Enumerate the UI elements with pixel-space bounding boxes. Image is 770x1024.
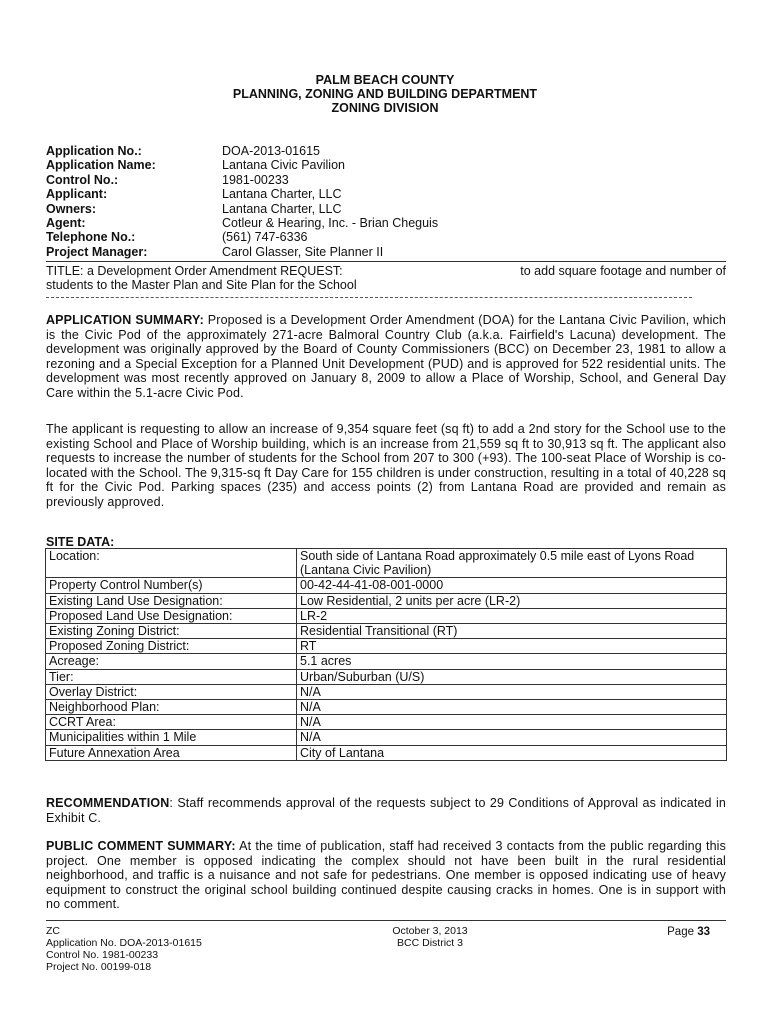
header-county: PALM BEACH COUNTY xyxy=(315,73,455,87)
site-label: Tier: xyxy=(46,669,297,684)
site-label: Location: xyxy=(46,549,297,578)
site-data-heading: SITE DATA: xyxy=(46,535,115,549)
request-paragraph: The applicant is requesting to allow an increase of 9,354 square feet (sq ft) to add a 2nd story for the School use to the existing School and Place of Worship building, which is an increase from 21,559 sq ft to 30,913 sq ft. The applicant also requests to increase the number of students for the School from 207 to 300 (+93). The 100-seat Place of Worship is co-located with the School. The 9,315-sq ft Day Care for 155 children is under construction, resulting in a total of 40,228 sq ft for the Civic Pod. Parking spaces (235) and access points (2) from Lantana Road are provided and remain as previously approved. xyxy=(46,422,726,509)
site-data-table xyxy=(45,548,727,761)
footer-application-no: Application No. DOA-2013-01615 xyxy=(46,937,202,949)
table-row xyxy=(46,549,727,578)
site-label: Neighborhood Plan: xyxy=(46,700,297,715)
table-row xyxy=(46,654,727,669)
info-row xyxy=(46,202,438,216)
table-row xyxy=(46,608,727,623)
info-row xyxy=(46,144,438,158)
info-label: Application Name: xyxy=(46,158,156,173)
table-row xyxy=(46,639,727,654)
site-value: South side of Lantana Road approximately 0.5 mile east of Lyons Road (Lantana Civic Pavilion) xyxy=(297,549,727,578)
info-value: DOA-2013-01615 xyxy=(222,144,320,158)
table-row xyxy=(46,745,727,760)
info-label: Project Manager: xyxy=(46,244,148,259)
info-label: Applicant: xyxy=(46,187,108,202)
site-value: Low Residential, 2 units per acre (LR-2) xyxy=(297,593,727,608)
site-value: N/A xyxy=(297,684,727,699)
recommendation-text: : Staff recommends approval of the requests subject to 29 Conditions of Approval as indicated in Exhibit C. xyxy=(46,796,726,825)
page-label: Page xyxy=(667,926,698,938)
title-line-2: students to the Master Plan and Site Plan for the School xyxy=(46,278,357,292)
table-row xyxy=(46,669,727,684)
footer-page xyxy=(600,926,710,938)
info-value: Lantana Civic Pavilion xyxy=(222,158,345,173)
recommendation-heading: RECOMMENDATION xyxy=(46,796,170,810)
info-value: Carol Glasser, Site Planner II xyxy=(222,244,384,259)
site-label: Overlay District: xyxy=(46,684,297,699)
footer-project-no: Project No. 00199-018 xyxy=(46,961,152,973)
table-row xyxy=(46,684,727,699)
info-value: (561) 747-6336 xyxy=(222,230,308,245)
info-value: Lantana Charter, LLC xyxy=(222,201,342,216)
application-summary-heading: APPLICATION SUMMARY: xyxy=(46,313,204,327)
info-value: Lantana Charter, LLC xyxy=(222,187,342,202)
info-value: 1981-00233 xyxy=(222,172,289,187)
info-label: Owners: xyxy=(46,201,97,216)
site-value: RT xyxy=(297,639,727,654)
info-row xyxy=(46,173,438,187)
recommendation xyxy=(46,796,726,825)
info-label: Telephone No.: xyxy=(46,230,136,245)
public-comment-text: At the time of publication, staff had received 3 contacts from the public regarding this project. One member is opposed indicating the complex should not have been built in the rural residential neighborhood, and traffic is a nuisance and not safe for pedestrians. One member is opposed indicating use of heavy equipment to construct the original school building continued despite causing cracks in homes. One is in support with no comment. xyxy=(46,839,726,912)
footer-left xyxy=(46,925,202,973)
site-label: Existing Land Use Designation: xyxy=(46,593,297,608)
application-summary-text: Proposed is a Development Order Amendment (DOA) for the Lantana Civic Pavilion, which is the Civic Pod of the approximately 271-acre Balmoral Country Club (a.k.a. Fairfield's Lacuna) development. The development was originally approved by the Board of County Commissioners (BCC) on December 23, 1981 to allow a rezoning and a Special Exception for a Planned Unit Development (PUD) and is approved for 522 residential units. The development was most recently approved on January 8, 2009 to allow a Place of Worship, School, and General Day Care within the 5.1-acre Civic Pod. xyxy=(46,313,726,400)
site-label: Proposed Land Use Designation: xyxy=(46,608,297,623)
page-number: 33 xyxy=(697,926,710,938)
application-info xyxy=(46,144,438,259)
site-value: N/A xyxy=(297,715,727,730)
footer-zc: ZC xyxy=(46,925,60,937)
site-label: CCRT Area: xyxy=(46,715,297,730)
site-label: Property Control Number(s) xyxy=(46,578,297,593)
site-value: N/A xyxy=(297,730,727,745)
info-label: Control No.: xyxy=(46,172,119,187)
info-label: Agent: xyxy=(46,215,86,230)
title-request: TITLE: a Development Order Amendment REQUEST: xyxy=(46,264,343,278)
footer-date: October 3, 2013 xyxy=(392,925,468,937)
title-bottom-rule xyxy=(46,297,692,298)
table-row xyxy=(46,730,727,745)
site-value: Residential Transitional (RT) xyxy=(297,624,727,639)
title-line-1 xyxy=(46,264,726,278)
info-value: Cotleur & Hearing, Inc. - Brian Cheguis xyxy=(222,215,439,230)
site-value: 00-42-44-41-08-001-0000 xyxy=(297,578,727,593)
site-label: Acreage: xyxy=(46,654,297,669)
site-value: City of Lantana xyxy=(297,745,727,760)
title-request-continued: to add square footage and number of xyxy=(520,264,726,278)
public-comment-summary xyxy=(46,839,726,912)
header-division: ZONING DIVISION xyxy=(331,101,439,115)
table-row xyxy=(46,624,727,639)
info-row xyxy=(46,187,438,201)
table-row xyxy=(46,593,727,608)
footer-control-no: Control No. 1981-00233 xyxy=(46,949,159,961)
public-comment-heading: PUBLIC COMMENT SUMMARY: xyxy=(46,839,236,853)
site-value: Urban/Suburban (U/S) xyxy=(297,669,727,684)
site-value: LR-2 xyxy=(297,608,727,623)
info-label: Application No.: xyxy=(46,144,142,158)
table-row xyxy=(46,700,727,715)
footer-rule xyxy=(46,920,726,921)
title-top-rule xyxy=(46,261,726,262)
site-value: N/A xyxy=(297,700,727,715)
application-summary xyxy=(46,313,726,401)
site-label: Municipalities within 1 Mile xyxy=(46,730,297,745)
site-label: Existing Zoning District: xyxy=(46,624,297,639)
info-row xyxy=(46,230,438,244)
header-department: PLANNING, ZONING AND BUILDING DEPARTMENT xyxy=(232,87,538,101)
info-row xyxy=(46,158,438,172)
info-row xyxy=(46,216,438,230)
site-label: Proposed Zoning District: xyxy=(46,639,297,654)
table-row xyxy=(46,578,727,593)
info-row xyxy=(46,245,438,259)
footer-district: BCC District 3 xyxy=(397,937,463,949)
table-row xyxy=(46,715,727,730)
site-value: 5.1 acres xyxy=(297,654,727,669)
site-label: Future Annexation Area xyxy=(46,745,297,760)
footer-center xyxy=(330,925,530,949)
